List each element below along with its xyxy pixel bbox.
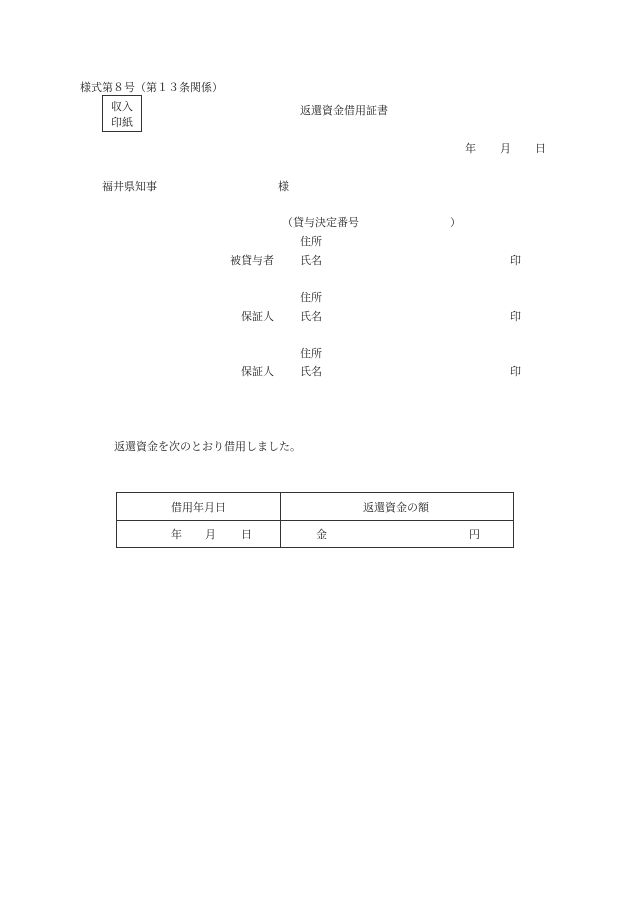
guarantor2-address-label: 住所 xyxy=(300,347,322,360)
table-header-amount: 返還資金の額 xyxy=(363,501,429,514)
table-header-loan-date: 借用年月日 xyxy=(171,501,226,514)
guarantor1-role-label: 保証人 xyxy=(241,310,274,323)
revenue-stamp-box xyxy=(102,95,142,132)
date-day-label: 日 xyxy=(535,142,546,155)
table-cell-day-label: 日 xyxy=(241,528,252,541)
borrower-role-label: 被貸与者 xyxy=(230,254,274,267)
decision-number-open: （貸与決定番号 xyxy=(282,216,359,229)
table-row-divider xyxy=(117,520,513,521)
addressee-name: 福井県知事 xyxy=(102,180,157,193)
date-year-label: 年 xyxy=(465,142,476,155)
table-cell-month-label: 月 xyxy=(205,528,216,541)
date-month-label: 月 xyxy=(500,142,511,155)
guarantor2-role-label: 保証人 xyxy=(241,365,274,378)
borrower-name-label: 氏名 xyxy=(300,254,322,267)
form-number: 様式第８号（第１３条関係） xyxy=(80,81,223,94)
borrower-seal-mark: 印 xyxy=(510,254,521,267)
addressee-honorific: 様 xyxy=(278,180,289,193)
statement-text: 返還資金を次のとおり借用しました。 xyxy=(114,440,301,453)
guarantor1-seal-mark: 印 xyxy=(510,310,521,323)
loan-details-table xyxy=(116,492,514,548)
decision-number-close: ） xyxy=(450,216,461,229)
guarantor1-name-label: 氏名 xyxy=(300,310,322,323)
borrower-address-label: 住所 xyxy=(300,235,322,248)
guarantor2-name-label: 氏名 xyxy=(300,365,322,378)
stamp-label-line1: 収入 xyxy=(111,100,133,113)
table-cell-amount-suffix: 円 xyxy=(469,528,480,541)
guarantor2-seal-mark: 印 xyxy=(510,365,521,378)
table-column-divider xyxy=(280,493,281,547)
guarantor1-address-label: 住所 xyxy=(300,291,322,304)
stamp-label-line2: 印紙 xyxy=(111,116,133,129)
document-title: 返還資金借用証書 xyxy=(300,104,388,117)
table-cell-year-label: 年 xyxy=(171,528,182,541)
table-cell-amount-prefix: 金 xyxy=(316,528,327,541)
